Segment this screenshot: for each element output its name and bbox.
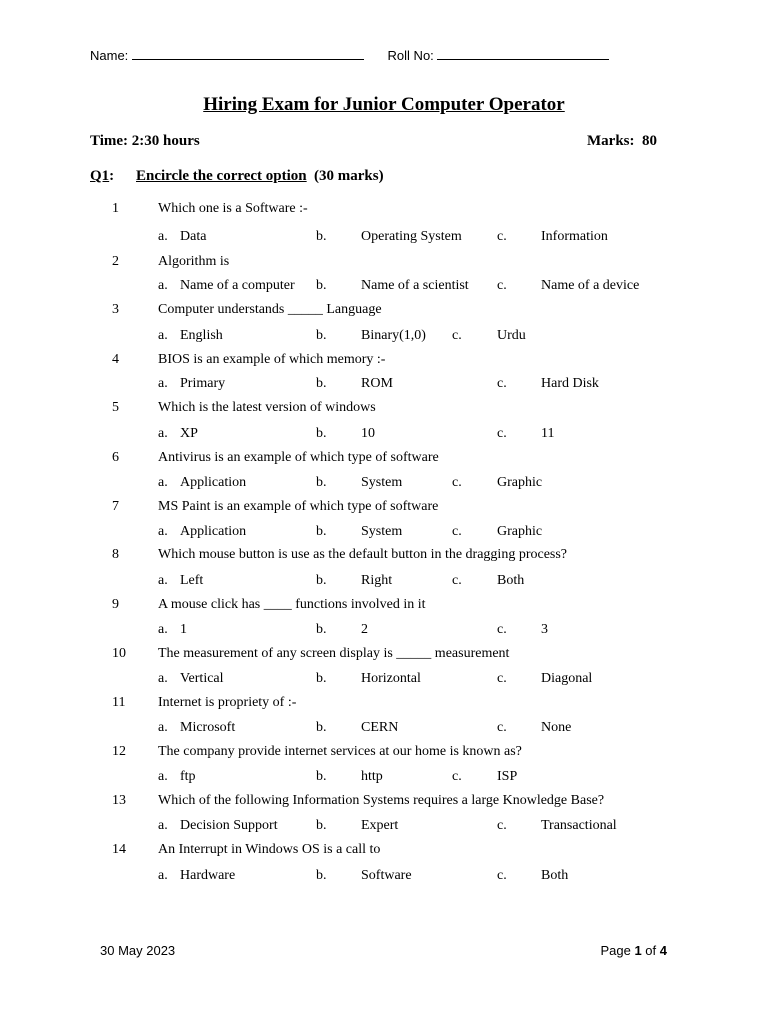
question-text: The measurement of any screen display is _____ measurement: [158, 646, 510, 661]
option-c-text[interactable]: Both: [497, 573, 525, 588]
option-a-letter: a.: [158, 769, 168, 784]
option-b-letter: b.: [316, 229, 327, 244]
option-c-text[interactable]: ISP: [497, 769, 518, 784]
option-c-letter: c.: [497, 376, 507, 391]
question-number: 12: [112, 744, 126, 759]
option-b-letter: b.: [316, 769, 327, 784]
question-number: 6: [112, 450, 119, 465]
option-a-text[interactable]: Left: [180, 573, 204, 588]
option-b-letter: b.: [316, 622, 327, 637]
question-text: Which one is a Software :-: [158, 201, 308, 216]
option-a-letter: a.: [158, 818, 168, 833]
question-number: 9: [112, 597, 119, 612]
option-c-text[interactable]: Urdu: [497, 328, 526, 343]
option-b-text[interactable]: CERN: [361, 720, 399, 735]
option-b-letter: b.: [316, 524, 327, 539]
question-number: 4: [112, 352, 119, 367]
option-b-letter: b.: [316, 278, 327, 293]
question-text: BIOS is an example of which memory :-: [158, 352, 386, 367]
name-label: Name:: [90, 48, 129, 63]
option-c-letter: c.: [497, 278, 507, 293]
option-c-letter: c.: [497, 720, 507, 735]
option-a-text[interactable]: Application: [180, 475, 247, 490]
option-a-text[interactable]: Primary: [180, 376, 226, 391]
roll-no-field-line: [437, 47, 609, 60]
option-c-letter: c.: [452, 328, 462, 343]
option-b-letter: b.: [316, 671, 327, 686]
exam-marks: Marks: 80: [587, 133, 657, 149]
exam-time: Time: 2:30 hours: [90, 133, 200, 149]
option-c-text[interactable]: Name of a device: [541, 278, 640, 293]
option-b-letter: b.: [316, 376, 327, 391]
option-c-text[interactable]: 11: [541, 426, 555, 441]
option-b-text[interactable]: ROM: [361, 376, 393, 391]
question-text: Antivirus is an example of which type of software: [158, 450, 439, 465]
option-a-letter: a.: [158, 475, 168, 490]
option-a-text[interactable]: Name of a computer: [180, 278, 295, 293]
question-number: 1: [112, 201, 119, 216]
exam-title: Hiring Exam for Junior Computer Operator: [203, 94, 565, 115]
section-label: Q1: [90, 168, 110, 184]
question-number: 11: [112, 695, 126, 710]
option-a-letter: a.: [158, 720, 168, 735]
option-b-letter: b.: [316, 818, 327, 833]
option-a-letter: a.: [158, 376, 168, 391]
option-c-text[interactable]: Transactional: [541, 818, 617, 833]
option-c-text[interactable]: Hard Disk: [541, 376, 599, 391]
option-c-letter: c.: [497, 868, 507, 883]
option-b-text[interactable]: Software: [361, 868, 412, 883]
option-b-text[interactable]: Expert: [361, 818, 399, 833]
option-c-letter: c.: [497, 671, 507, 686]
option-c-text[interactable]: Graphic: [497, 524, 543, 539]
option-c-text[interactable]: Diagonal: [541, 671, 593, 686]
option-c-letter: c.: [497, 818, 507, 833]
option-a-letter: a.: [158, 573, 168, 588]
page-total: 4: [659, 943, 667, 958]
page-prefix: Page: [600, 943, 635, 958]
option-c-letter: c.: [497, 426, 507, 441]
option-a-text[interactable]: XP: [180, 426, 198, 441]
option-b-letter: b.: [316, 720, 327, 735]
question-number: 7: [112, 499, 119, 514]
option-c-letter: c.: [452, 524, 462, 539]
footer-page-number: [600, 943, 667, 958]
option-b-letter: b.: [316, 426, 327, 441]
section-heading: [90, 168, 384, 185]
question-text: Internet is propriety of :-: [158, 695, 297, 710]
option-c-letter: c.: [497, 622, 507, 637]
option-a-letter: a.: [158, 524, 168, 539]
option-a-letter: a.: [158, 278, 168, 293]
option-b-text[interactable]: System: [361, 524, 403, 539]
option-c-text[interactable]: Information: [541, 229, 608, 244]
option-c-letter: c.: [452, 573, 462, 588]
question-text: The company provide internet services at our home is known as?: [158, 744, 522, 759]
question-text: A mouse click has ____ functions involved in it: [158, 597, 426, 612]
option-a-letter: a.: [158, 426, 168, 441]
option-b-text[interactable]: 10: [361, 426, 375, 441]
option-a-text[interactable]: Vertical: [180, 671, 224, 686]
question-text: Algorithm is: [158, 254, 230, 269]
name-field-line: [132, 47, 364, 60]
question-number: 5: [112, 400, 119, 415]
option-b-text[interactable]: Operating System: [361, 229, 462, 244]
page-of: of: [641, 943, 660, 958]
question-number: 13: [112, 793, 126, 808]
option-b-text[interactable]: Right: [361, 573, 393, 588]
header-line: [90, 47, 609, 63]
question-text: Which mouse button is use as the default button in the dragging process?: [158, 547, 568, 562]
option-c-text[interactable]: Graphic: [497, 475, 543, 490]
question-number: 14: [112, 842, 126, 857]
option-c-text[interactable]: None: [541, 720, 572, 735]
option-a-text[interactable]: Data: [180, 229, 207, 244]
option-a-text[interactable]: Application: [180, 524, 247, 539]
option-b-text[interactable]: System: [361, 475, 403, 490]
option-a-text[interactable]: Decision Support: [180, 818, 278, 833]
option-a-text[interactable]: English: [180, 328, 223, 343]
question-text: An Interrupt in Windows OS is a call to: [158, 842, 381, 857]
footer-date: 30 May 2023: [100, 943, 176, 958]
option-c-text[interactable]: 3: [541, 622, 548, 637]
question-text: MS Paint is an example of which type of software: [158, 499, 439, 514]
option-c-letter: c.: [497, 229, 507, 244]
section-colon: :: [109, 168, 115, 184]
option-b-letter: b.: [316, 573, 327, 588]
section-marks: (30 marks): [314, 168, 384, 184]
option-b-text[interactable]: http: [361, 769, 383, 784]
option-a-letter: a.: [158, 622, 168, 637]
page-current: 1: [634, 943, 642, 958]
question-number: 2: [112, 254, 119, 269]
option-c-text[interactable]: Both: [541, 868, 569, 883]
option-b-text[interactable]: Binary(1,0): [361, 328, 426, 343]
option-b-text[interactable]: Name of a scientist: [361, 278, 469, 293]
option-c-letter: c.: [452, 769, 462, 784]
section-title: Encircle the correct option: [136, 168, 307, 184]
option-b-text[interactable]: Horizontal: [361, 671, 421, 686]
option-a-text[interactable]: Microsoft: [180, 720, 236, 735]
option-a-text[interactable]: 1: [180, 622, 187, 637]
question-text: Computer understands _____ Language: [158, 302, 382, 317]
option-b-text[interactable]: 2: [361, 622, 368, 637]
option-b-letter: b.: [316, 328, 327, 343]
question-number: 10: [112, 646, 126, 661]
option-b-letter: b.: [316, 868, 327, 883]
option-a-letter: a.: [158, 328, 168, 343]
option-a-letter: a.: [158, 868, 168, 883]
roll-no-label: Roll No:: [387, 48, 434, 63]
option-a-letter: a.: [158, 671, 168, 686]
option-b-letter: b.: [316, 475, 327, 490]
option-a-letter: a.: [158, 229, 168, 244]
question-number: 8: [112, 547, 119, 562]
option-a-text[interactable]: Hardware: [180, 868, 236, 883]
question-text: Which of the following Information Systems requires a large Knowledge Base?: [158, 793, 605, 808]
option-c-letter: c.: [452, 475, 462, 490]
question-text: Which is the latest version of windows: [158, 400, 376, 415]
option-a-text[interactable]: ftp: [180, 769, 196, 784]
question-number: 3: [112, 302, 119, 317]
